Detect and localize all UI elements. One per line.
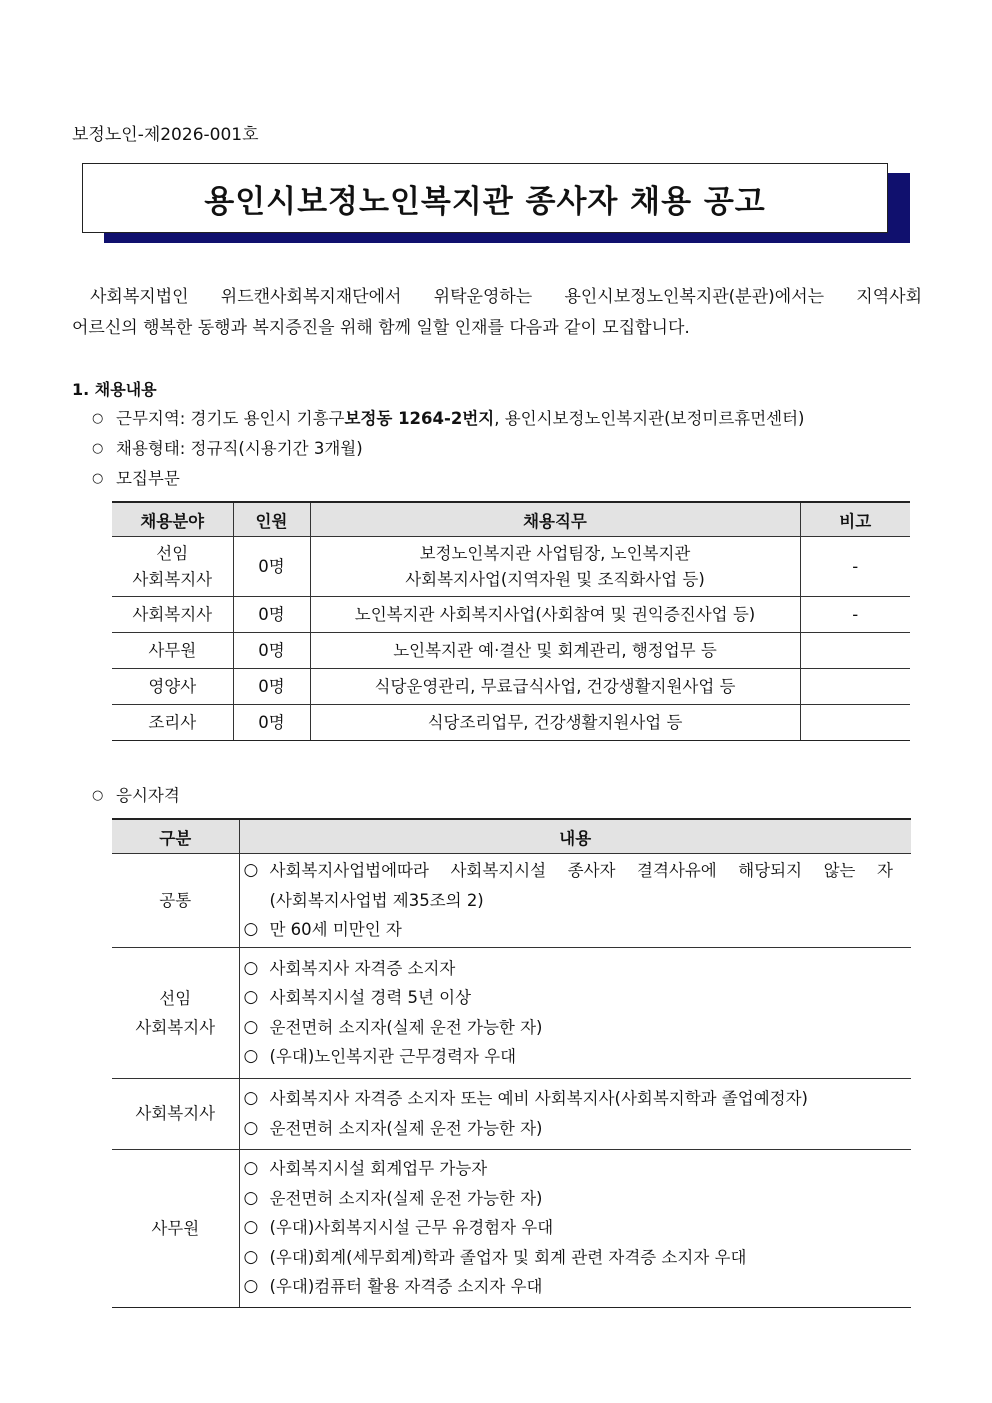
cell-field-line: 사회복지사: [132, 569, 213, 589]
cell-count: 0명: [233, 705, 310, 741]
intro-word: 위탁운영하는: [433, 287, 533, 307]
list-item: [244, 983, 912, 1013]
item-text: 만 60세 미만인 자: [269, 920, 402, 939]
intro-word: 지역사회: [856, 287, 922, 307]
item-word: 종사자: [567, 861, 616, 880]
table-row: [112, 947, 911, 1078]
intro-line-1: [72, 282, 922, 313]
item-text: 사회복지사 자격증 소지자: [269, 958, 456, 978]
qualifications-table: [112, 818, 911, 1308]
item-text: 운전면허 소지자(실제 운전 가능한 자): [269, 1188, 543, 1208]
cell-duty-line: 보정노인복지관 사업팀장, 노인복지관: [419, 543, 691, 563]
qualifications-heading: [92, 781, 180, 811]
intro-word: 위드캔사회복지재단에서: [220, 287, 402, 307]
cell-count: 0명: [233, 537, 310, 597]
title-banner: [82, 163, 910, 243]
cell-field: 조리사: [112, 705, 233, 741]
recruitment-bullets: [92, 404, 805, 494]
circle-icon: ○: [243, 860, 259, 880]
circle-icon: ○: [243, 957, 259, 978]
positions-table: [112, 501, 910, 741]
location-pre: 근무지역: 경기도 용인시 기흥구: [116, 409, 345, 428]
location-bold: 보정동 1264-2번지: [344, 409, 495, 428]
location-post: , 용인시보정노인복지관(보정미르휴먼센터): [494, 409, 805, 428]
category-cell: [112, 947, 239, 1078]
table-header-row: [112, 502, 910, 537]
item-text: 사회복지시설 경력 5년 이상: [269, 988, 472, 1007]
bullet-circle-icon: ○: [92, 411, 104, 426]
page-title: 용인시보정노인복지관 종사자 채용 공고: [82, 163, 888, 233]
item-word: 해당되지: [738, 861, 803, 880]
items-cell: [239, 947, 911, 1078]
cell-field: [112, 537, 233, 597]
qualifications-title: 응시자격: [116, 786, 180, 805]
cell-duty: 식당운영관리, 무료급식사업, 건강생활지원사업 등: [310, 669, 800, 705]
intro-word: 사회복지법인: [90, 287, 189, 307]
cell-note: [800, 633, 910, 669]
cell-field: 사회복지사: [112, 597, 233, 633]
category-cell: 사무원: [112, 1149, 239, 1307]
circle-icon: ○: [243, 1016, 259, 1037]
column-header: 채용분야: [112, 502, 233, 537]
item-text: (우대)노인복지관 근무경력자 우대: [269, 1047, 517, 1066]
list-item: [244, 1013, 912, 1043]
circle-icon: ○: [243, 1158, 259, 1179]
circle-icon: ○: [243, 1117, 259, 1138]
table-row: [112, 1078, 911, 1149]
cell-duty: 노인복지관 예·결산 및 회계관리, 행정업무 등: [310, 633, 800, 669]
item-word: 않는: [823, 861, 856, 880]
cell-field: 영양사: [112, 669, 233, 705]
recruit-sections-label: 모집부문: [116, 469, 180, 488]
circle-icon: ○: [243, 1187, 259, 1208]
intro-paragraph: [72, 282, 922, 344]
item-word: 자: [877, 861, 893, 880]
table-header-row: [112, 819, 911, 854]
list-item: [244, 1084, 912, 1114]
circle-icon: ○: [243, 1217, 259, 1238]
bullet-circle-icon: ○: [92, 441, 104, 456]
item-text: (우대)컴퓨터 활용 자격증 소지자 우대: [269, 1277, 543, 1297]
cell-note: -: [800, 537, 910, 597]
circle-icon: ○: [243, 1246, 259, 1267]
document-number: 보정노인-제2026-001호: [72, 125, 259, 145]
circle-icon: ○: [243, 1088, 259, 1108]
cell-note: [800, 669, 910, 705]
list-item: [244, 954, 912, 984]
item-word: 사회복지시설: [450, 861, 547, 880]
employment-type: 채용형태: 정규직(시용기간 3개월): [116, 439, 363, 458]
bullet-work-location: [92, 404, 805, 434]
circle-icon: ○: [243, 987, 259, 1007]
column-header: 비고: [800, 502, 910, 537]
items-cell: [239, 854, 911, 948]
bullet-employment-type: [92, 434, 805, 464]
bullet-circle-icon: ○: [92, 788, 104, 803]
column-header: 채용직무: [310, 502, 800, 537]
cell-count: 0명: [233, 669, 310, 705]
table-row: [112, 633, 910, 669]
item-text: 사회복지시설 회계업무 가능자: [269, 1159, 488, 1179]
cell-duty: 노인복지관 사회복지사업(사회참여 및 권익증진사업 등): [310, 597, 800, 633]
cell-count: 0명: [233, 597, 310, 633]
circle-icon: ○: [243, 919, 259, 939]
table-row: [112, 705, 910, 741]
table-row: [112, 669, 910, 705]
bullet-circle-icon: ○: [92, 471, 104, 486]
cell-duty: [310, 537, 800, 597]
cell-field-line: 선임: [156, 543, 189, 563]
item-word: 결격사유에: [637, 861, 717, 880]
circle-icon: ○: [243, 1046, 259, 1066]
cell-count: 0명: [233, 633, 310, 669]
list-item: [244, 1184, 912, 1214]
list-item: [244, 1042, 912, 1072]
category-line: 사회복지사: [135, 1017, 216, 1037]
cell-duty-line: 사회복지사업(지역자원 및 조직화사업 등): [405, 569, 705, 589]
list-item: [244, 1272, 912, 1302]
item-text: 사회복지사 자격증 소지자 또는 예비 사회복지사(사회복지학과 졸업예정자): [269, 1089, 808, 1108]
table-row: [112, 1149, 911, 1307]
column-header: 인원: [233, 502, 310, 537]
list-item: [244, 856, 912, 886]
table-row: [112, 537, 910, 597]
item-text: [270, 856, 912, 886]
items-cell: [239, 1149, 911, 1307]
item-text: (우대)회계(세무회계)학과 졸업자 및 회계 관련 자격증 소지자 우대: [269, 1247, 747, 1267]
column-header: 구분: [112, 819, 239, 854]
table-row: [112, 854, 911, 948]
cell-duty: 식당조리업무, 건강생활지원사업 등: [310, 705, 800, 741]
table-row: [112, 597, 910, 633]
cell-note: [800, 705, 910, 741]
section-title-recruitment: 1. 채용내용: [72, 380, 157, 399]
list-item: [244, 915, 912, 945]
category-cell: 공통: [112, 854, 239, 948]
list-item: [244, 1213, 912, 1243]
item-text: 운전면허 소지자(실제 운전 가능한 자): [269, 1118, 543, 1138]
item-text: (우대)사회복지시설 근무 유경험자 우대: [269, 1218, 554, 1238]
intro-word: 용인시보정노인복지관(분관)에서는: [564, 287, 825, 307]
item-word: 사회복지사업법에따라: [269, 861, 429, 880]
items-cell: [239, 1078, 911, 1149]
list-item: [244, 1114, 912, 1144]
column-header: 내용: [239, 819, 911, 854]
item-continuation: (사회복지사업법 제35조의 2): [269, 890, 484, 910]
cell-field: 사무원: [112, 633, 233, 669]
item-text: 운전면허 소지자(실제 운전 가능한 자): [269, 1017, 543, 1037]
list-item: [244, 1154, 912, 1184]
category-cell: 사회복지사: [112, 1078, 239, 1149]
intro-line-2: 어르신의 행복한 동행과 복지증진을 위해 함께 일할 인재를 다음과 같이 모집합니다.: [72, 318, 690, 338]
list-item: [244, 1243, 912, 1273]
bullet-recruit-sections: [92, 464, 805, 494]
cell-note: -: [800, 597, 910, 633]
category-line: 선임: [159, 988, 192, 1008]
circle-icon: ○: [243, 1276, 259, 1297]
